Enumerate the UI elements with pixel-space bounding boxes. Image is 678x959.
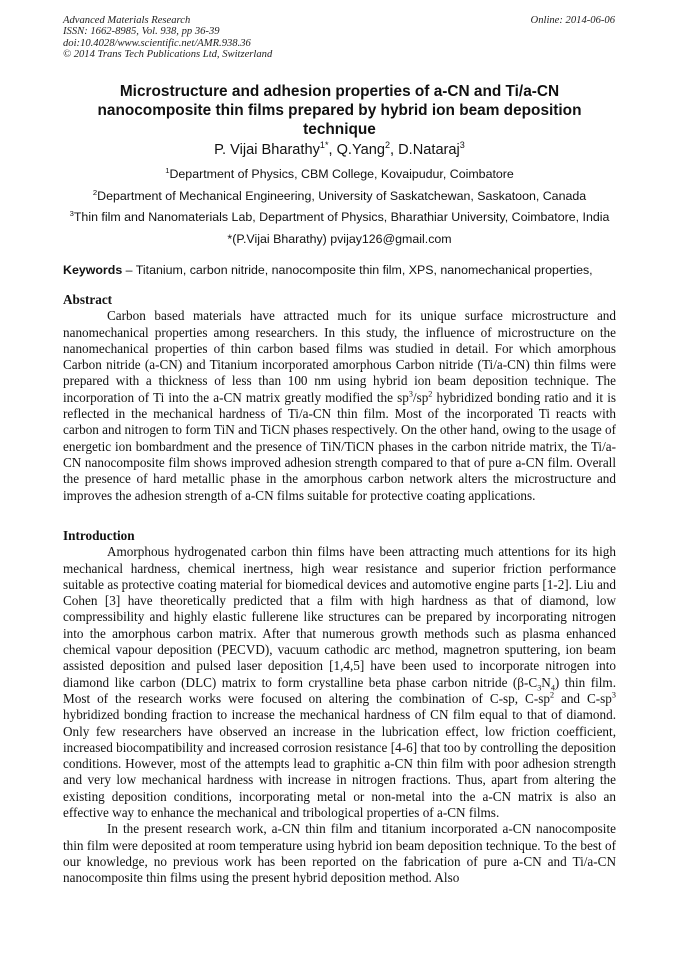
- author-list: P. Vijai Bharathy$^{1*}$, Q.Yang$^2$, D.Nataraj$^3$: [214, 140, 465, 158]
- paper-title: Microstructure and adhesion properties of a-CN and Ti/a-CN nanocomposite thin films prepared by hybrid ion beam deposition technique: [97, 83, 582, 139]
- journal-name: Advanced Materials Research: [63, 15, 191, 26]
- correspondence-email: *(P.Vijai Bharathy) pvijay126@gmail.com: [227, 232, 452, 246]
- affiliation-text: Thin film and Nanomaterials Lab, Department of Physics, Bharathiar University, Coimbatore, India: [73, 210, 610, 224]
- author-sup: 1*: [319, 140, 329, 151]
- introduction-heading: Introduction: [63, 528, 135, 543]
- affiliation-text: Department of Physics, CBM College, Kovaipudur, Coimbatore: [169, 167, 514, 181]
- author-sup: 3: [459, 140, 465, 151]
- online-date: Online: 2014-06-06: [530, 15, 615, 26]
- affiliation-2: [55, 189, 624, 203]
- affiliation-1: [55, 167, 624, 181]
- issn-line: ISSN: 1662-8985, Vol. 938, pp 36-39: [63, 26, 220, 38]
- doi-line: doi:10.4028/www.scientific.net/AMR.938.36: [63, 37, 251, 49]
- copyright-line: © 2014 Trans Tech Publications Ltd, Switzerland: [63, 49, 273, 61]
- affiliation-sup: 3: [69, 208, 74, 218]
- abstract-heading: Abstract: [63, 292, 113, 307]
- author-name: D.Nataraj: [398, 142, 460, 158]
- introduction-section: [63, 528, 616, 887]
- author-name: P. Vijai Bharathy: [214, 142, 320, 158]
- affiliation-3: [55, 210, 624, 224]
- affiliation-text: Department of Mechanical Engineering, University of Saskatchewan, Saskatoon, Canada: [97, 189, 587, 203]
- abstract-paragraph: Carbon based materials have attracted much for its unique surface microstructure and nanomechanical properties among researchers. In this study, the influence of microstructure on the nanomechanical properties of thin carbon based films was studied in detail. For which amorphous Carbon nitride (a-CN) and Titanium incorporated amorphous Carbon nitride (Ti/a-CN) thin films were prepared with a thickness of less than 100 nm using hybrid ion beam deposition technique. The incorporation of Ti into the a-CN matrix greatly modified the $sp^3/sp^2$ hybridized bonding ratio and it is reflected in the mechanical hardness of Ti/a-CN thin film. Most of the incorporated Ti reacts with carbon and nitrogen to form TiN and TiCN phases respectively. On the other hand, owing to the usage of energetic ion bombardment and the presence of TiN/TiCN phases in the carbon nitride matrix, the Ti/a-CN nanocomposite film shows improved adhesion strength compared to that of pure a-CN film. Overall the presence of hard metallic phase in the amorphous carbon network alters the microstructure and improves the adhesion strength of a-CN films suitable for protective coating applications.: [63, 308, 616, 503]
- journal-header: [63, 15, 272, 61]
- abstract-section: [63, 292, 616, 504]
- affiliation-sup: 2: [92, 187, 98, 197]
- introduction-paragraph-2: In the present research work, a-CN thin film and titanium incorporated a-CN nanocomposite thin film were deposited at room temperature using hybrid ion beam deposition technique. To the best of our knowledge, no previous work has been reported on the fabrication of pure a-CN and Ti/a-CN nanocomposite thin films using the present hybrid deposition method. Also: [63, 821, 616, 886]
- affiliation-sup: 1: [165, 165, 170, 175]
- keywords: [63, 263, 623, 277]
- keywords-text: – Titanium, carbon nitride, nanocomposite thin film, XPS, nanomechanical properties,: [122, 263, 593, 277]
- author-sup: 2: [384, 140, 391, 151]
- keywords-label: Keywords: [63, 263, 123, 277]
- introduction-paragraph-1: Amorphous hydrogenated carbon thin films have been attracting much attentions for its high mechanical hardness, chemical inertness, high wear resistance and superior friction performance suitable as protective coating material for biomedical devices and automotive engine parts [1-2]. Liu and Cohen [3] have theoretically predicted that a film with high hardness as that of diamond, low compressibility and highly elastic fullerene like structures can be prepared by incorporating nitrogen into the amorphous carbon matrix. After that numerous growth methods such as plasma enhanced chemical vapour deposition (PECVD), vacuum cathodic arc method, magnetron sputtering, ion beam assisted deposition and pulsed laser deposition [1,4,5] have been used to incorporate nitrogen into diamond like carbon (DLC) matrix to form crystalline beta phase carbon nitride $(\beta-C_3N_4)$ thin film. Most of the research works were focused on altering the combination of C-sp, $C-sp^2$ and $C-sp^3$ hybridized bonding fraction to increase the mechanical hardness of CN film equal to that of diamond. Only few researchers have observed an increase in the lubrication effect, low friction coefficient, increased biocompatibility and increased corrosion resistance [4-6] that too by controlling the deposition conditions. However, most of the attempts lead to graphitic a-CN thin film with poor adhesion strength and very low mechanical hardness with increase in nitrogen fractions. Thus, apart from altering the existing deposition conditions, incorporating metal or non-metal into the a-CN matrix is also an effective way to enhance the mechanical and tribological properties of a-CN films.: [63, 544, 616, 821]
- author-name: Q.Yang: [336, 142, 385, 158]
